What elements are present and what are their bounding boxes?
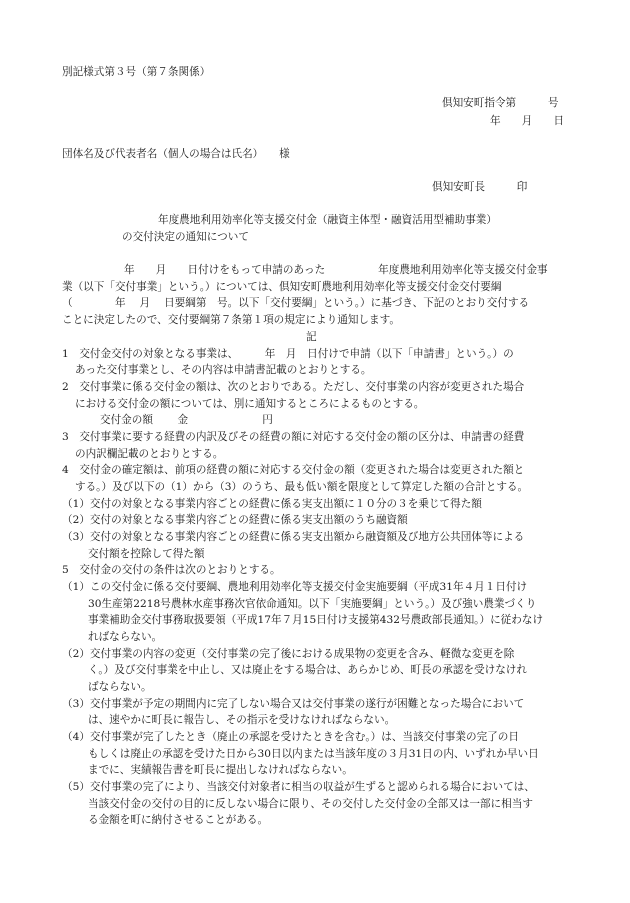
issue-date: 年 月 日 — [490, 115, 565, 127]
item-5-sub-2: く。）及び交付事業を中止し、又は廃止をする場合は、あらかじめ、町長の承認を受けなけれ — [88, 664, 527, 676]
intro-line: ことに決定したので、交付要綱第７条第１項の規定により通知します。 — [62, 314, 400, 326]
item-5-sub-1: （1）この交付金に係る交付要綱、農地利用効率化等支援交付金実施要綱（平成31年４月１日付け — [62, 581, 528, 593]
grant-amount: 交付金の額 金 円 — [100, 414, 273, 426]
item-5-sub-3: （3）交付事業が予定の期間内に完了しない場合又は交付事業の遂行が困難となった場合において — [62, 698, 525, 710]
item-4-line: する。）及び以下の（1）から（3）のうち、最も低い額を限度として算定した額の合計とする。 — [75, 481, 529, 493]
item-4-sub-2: （2）交付の対象となる事業内容ごとの経費に係る実支出額のうち融資額 — [62, 514, 408, 526]
title-line-2: の交付決定の通知について — [122, 231, 249, 243]
item-1-line: 1 交付金交付の対象となる事業は、 年 月 日付けで申請（以下「申請書」という。）の — [62, 348, 514, 360]
intro-line: 年 月 日付けをもって申請のあった 年度農地利用効率化等支援交付金事 — [124, 264, 548, 276]
item-5-sub-1: ればならない。 — [88, 631, 163, 643]
item-2-line: における交付金の額については、別に通知するところによるものとする。 — [75, 398, 425, 410]
item-5-sub-1: 30生産第2218号農林水産事務次官依命通知。以下「実施要綱」という。）及び強い農業づくり — [88, 598, 537, 610]
intro-line: 業（以下「交付事業」という。）については、倶知安町農地利用効率化等支援交付金交付要綱 — [62, 281, 502, 293]
item-5-sub-4: までに、実績報告書を町長に提出しなければならない。 — [88, 764, 353, 776]
item-5-sub-3: は、速やかに町長に報告し、その指示を受けなければならない。 — [88, 714, 396, 726]
item-4-sub-3: 交付額を控除して得た額 — [88, 548, 205, 560]
item-5-sub-1: 事業補助金交付事務取扱要領（平成17年７月15日付け支援第432号農政部長通知。）に従わなけ — [88, 614, 544, 626]
item-5-sub-4: もしくは廃止の承認を受けた日から30日以内または当該年度の３月31日の内、いずれか早い日 — [88, 748, 539, 760]
form-number: 別記様式第３号（第７条関係） — [62, 66, 211, 78]
issuer: 倶知安町長 印 — [432, 181, 528, 193]
item-5-sub-4: （4）交付事業が完了したとき（廃止の承認を受けたときを含む。）は、当該交付事業の完了の日 — [62, 731, 519, 743]
item-2-line: 2 交付事業に係る交付金の額は、次のとおりである。ただし、交付事業の内容が変更された場合 — [62, 381, 525, 393]
document-number: 倶知安町指令第 号 — [442, 97, 559, 109]
item-5-sub-5: る金額を町に納付させることがある。 — [88, 814, 269, 826]
ki-heading: 記 — [306, 331, 317, 343]
item-4-sub-1: （1）交付の対象となる事業内容ごとの経費に係る実支出額に１０分の３を乗じて得た額 — [62, 498, 482, 510]
item-4-sub-3: （3）交付の対象となる事業内容ごとの経費に係る実支出額から融資額及び地方公共団体等による — [62, 531, 525, 543]
item-1-line: あった交付事業とし、その内容は申請書記載のとおりとする。 — [75, 364, 372, 376]
item-5-sub-5: （5）交付事業の完了により、当該交付対象者に相当の収益が生ずると認められる場合においては、 — [62, 781, 535, 793]
item-4-line: 4 交付金の確定額は、前項の経費の額に対応する交付金の額（変更された場合は変更された額と — [62, 464, 525, 476]
item-3-line: の内訳欄記載のとおりとする。 — [75, 448, 224, 460]
item-5-line: 5 交付金の交付の条件は次のとおりとする。 — [62, 564, 281, 576]
intro-line: （ 年 月 日要綱第 号。以下「交付要綱」という。）に基づき、下記のとおり交付する — [62, 297, 530, 309]
item-3-line: 3 交付事業に要する経費の内訳及びその経費の額に対応する交付金の額の区分は、申請書の経費 — [62, 431, 525, 443]
item-5-sub-5: 当該交付金の交付の目的に反しない場合に限り、その交付した交付金の全部又は一部に相当す — [88, 798, 533, 810]
item-5-sub-2: ばならない。 — [88, 681, 152, 693]
item-5-sub-2: （2）交付事業の内容の変更（交付事業の完了後における成果物の変更を含み、軽微な変更を除 — [62, 648, 515, 660]
addressee: 団体名及び代表者名（個人の場合は氏名） 様 — [62, 148, 290, 160]
title-line-1: 年度農地利用効率化等支援交付金（融資主体型・融資活用型補助事業） — [158, 214, 497, 226]
